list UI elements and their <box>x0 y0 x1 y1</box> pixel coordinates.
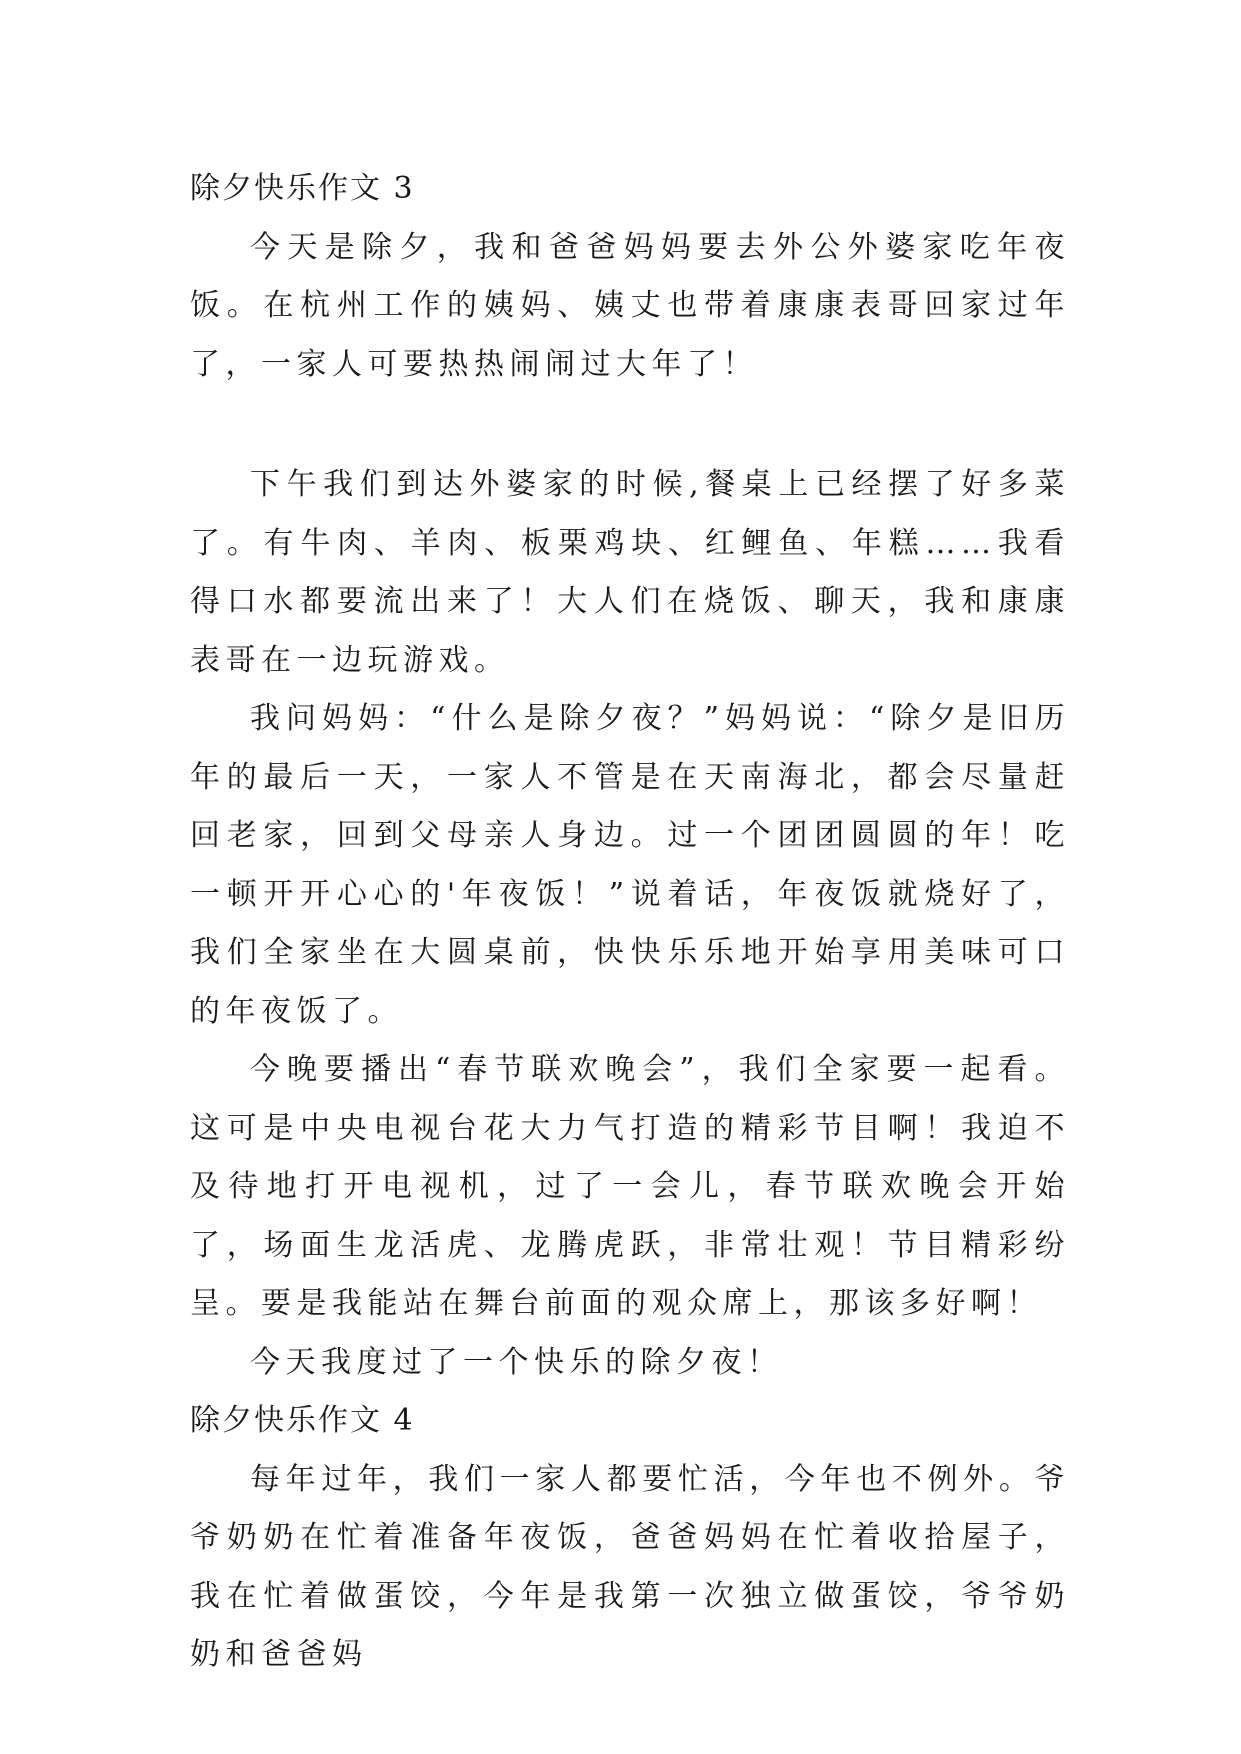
paragraph: 我问妈妈：“什么是除夕夜？”妈妈说：“除夕是旧历年的最后一天，一家人不管是在天南海北，都会尽量赶回老家，回到父母亲人身边。过一个团团圆圆的年！吃一顿开开心心的'年夜饭！”说着话，年夜饭就烧好了，我们全家坐在大圆桌前，快快乐乐地开始享用美味可口的年夜饭了。 <box>190 701 1070 1029</box>
section-title-essay-3: 除夕快乐作文 3 <box>190 171 415 206</box>
paragraph: 每年过年，我们一家人都要忙活，今年也不例外。爷爷奶奶在忙着准备年夜饭，爸爸妈妈在忙着收拾屋子，我在忙着做蛋饺，今年是我第一次独立做蛋饺，爷爷奶奶和爸爸妈 <box>190 1461 1070 1672</box>
paragraph: 今天是除夕，我和爸爸妈妈要去外公外婆家吃年夜饭。在杭州工作的姨妈、姨丈也带着康康表哥回家过年了，一家人可要热热闹闹过大年了！ <box>190 229 1070 382</box>
paragraph: 今天我度过了一个快乐的除夕夜！ <box>250 1344 783 1380</box>
document-body <box>190 160 1070 1685</box>
section-title-essay-4: 除夕快乐作文 4 <box>190 1403 415 1438</box>
paragraph: 下午我们到达外婆家的时候,餐桌上已经摆了好多菜了。有牛肉、羊肉、板栗鸡块、红鲤鱼、年糕……我看得口水都要流出来了！大人们在烧饭、聊天，我和康康表哥在一边玩游戏。 <box>190 467 1070 678</box>
paragraph-gap <box>190 394 1070 456</box>
paragraph: 今晚要播出“春节联欢晚会”，我们全家要一起看。这可是中央电视台花大力气打造的精彩节目啊！我迫不及待地打开电视机，过了一会儿，春节联欢晚会开始了，场面生龙活虎、龙腾虎跃，非常壮观！节目精彩纷呈。要是我能站在舞台前面的观众席上，那该多好啊！ <box>190 1052 1070 1321</box>
